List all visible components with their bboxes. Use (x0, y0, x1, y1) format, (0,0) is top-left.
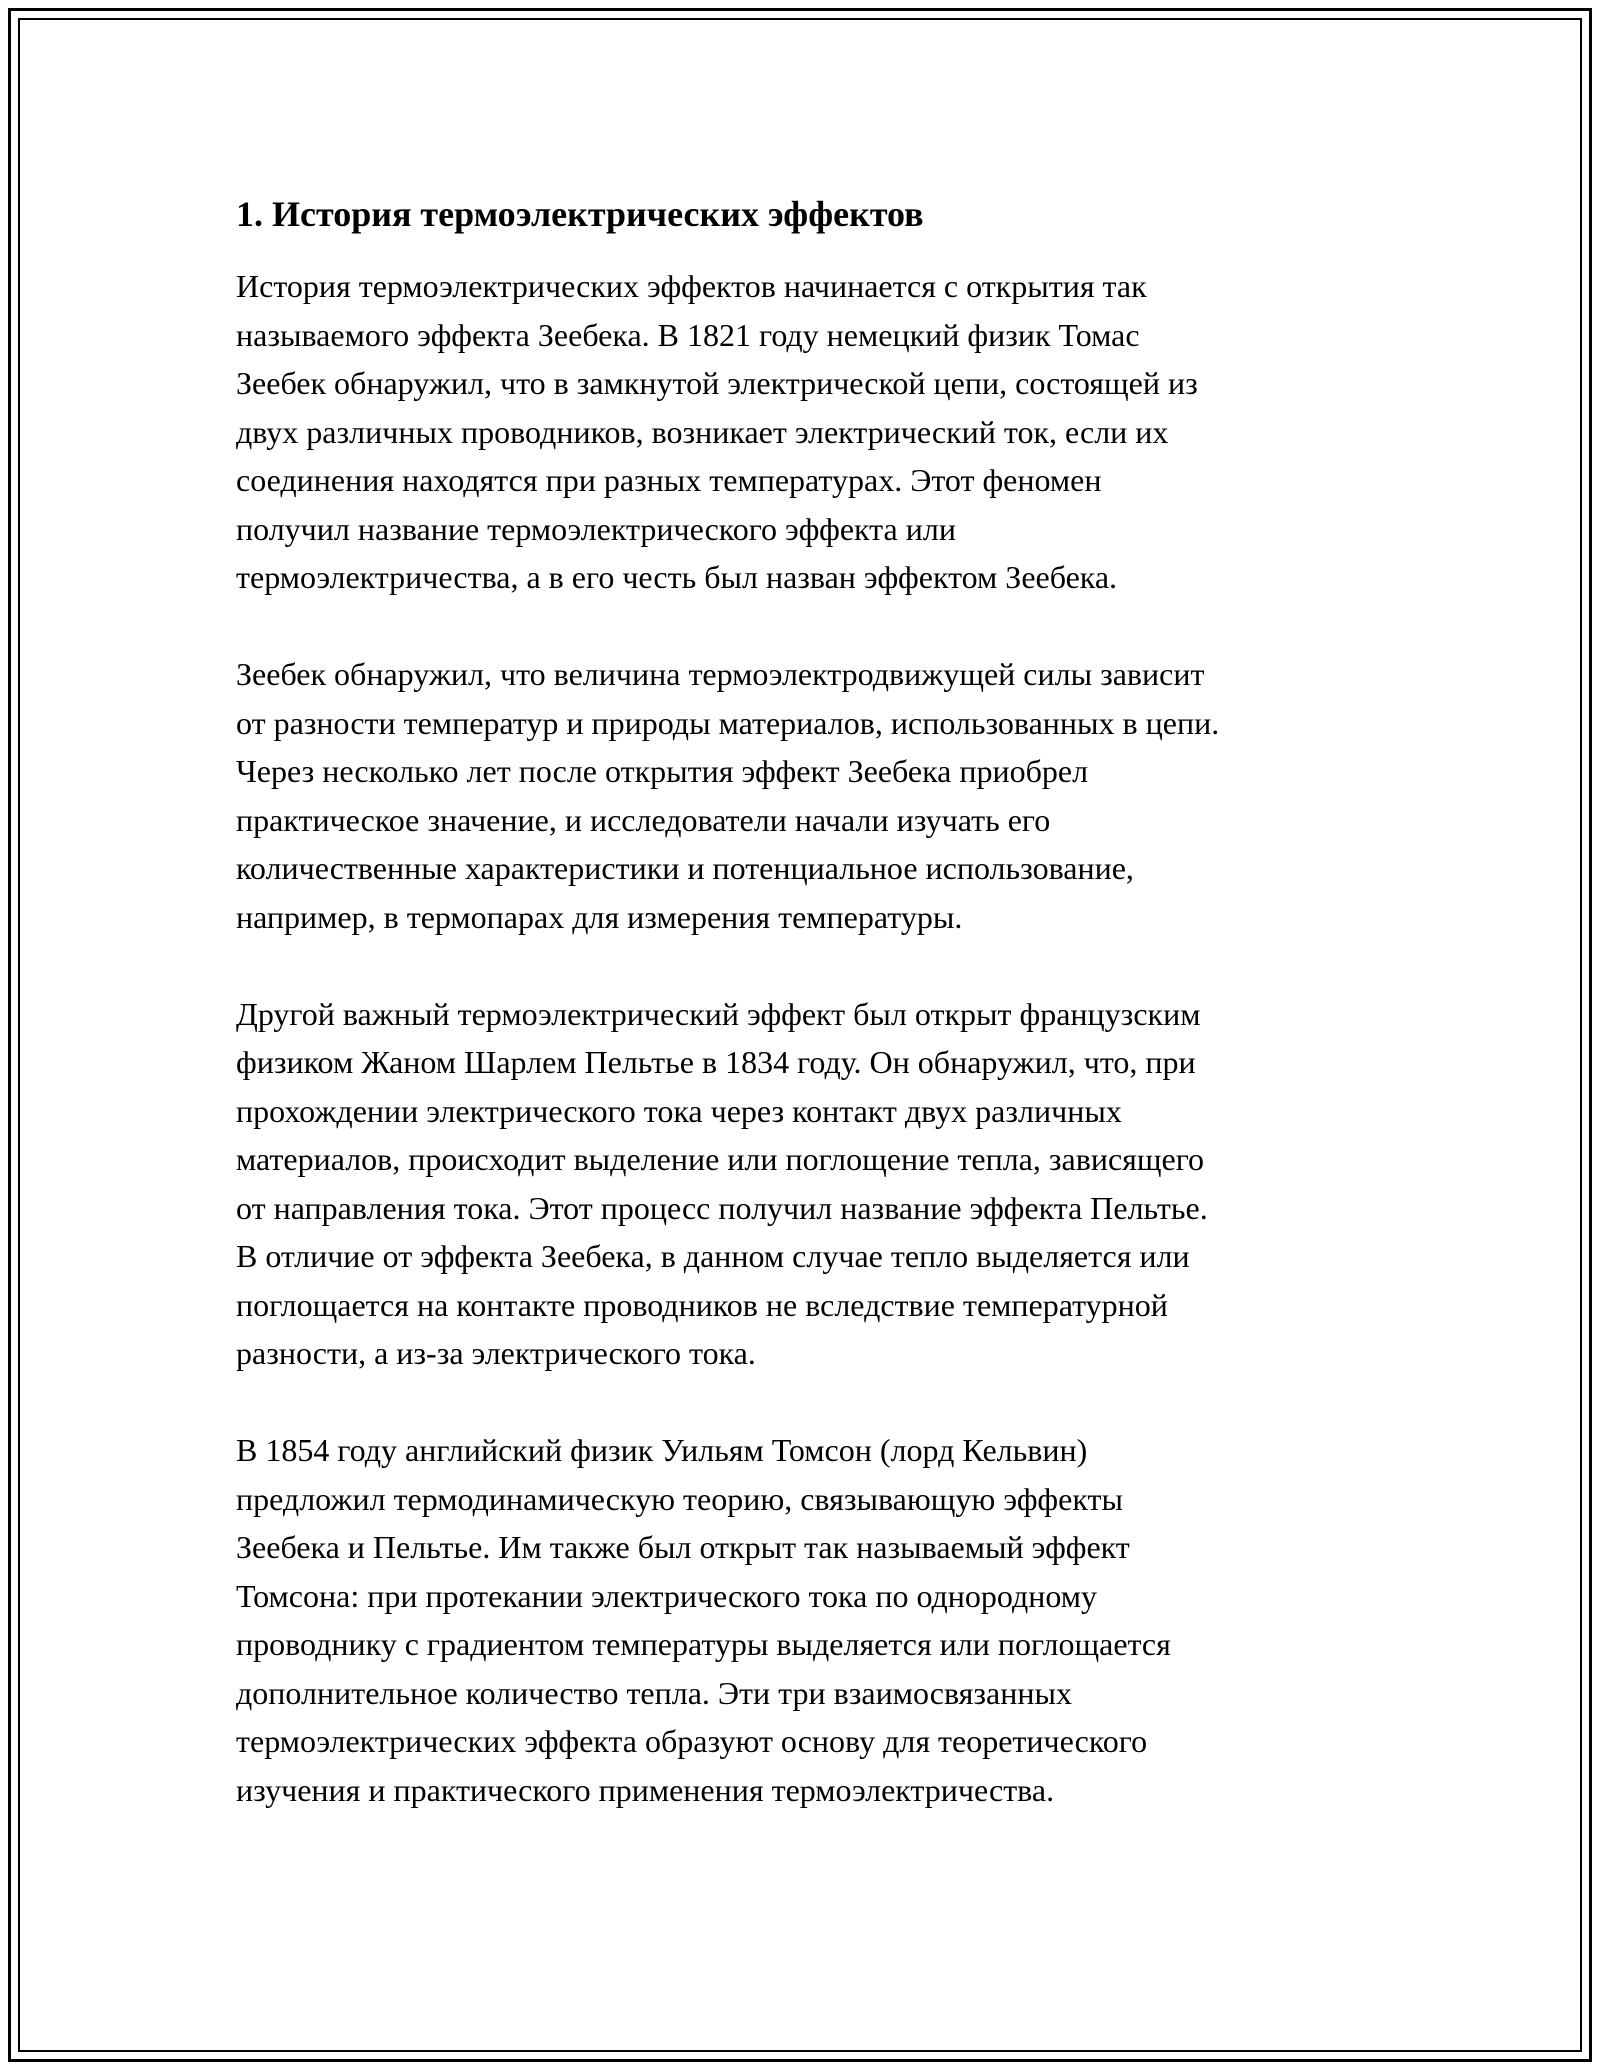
paragraph-seebeck-discovery: История термоэлектрических эффектов начинается с открытия так называемого эффекта Зеебека. В 1821 году немецкий физик Томас Зеебек обнаружил, что в замкнутой электрической цепи, состоящей из двух различных проводников, возникает электрический ток, если их соединения находятся при разных температурах. Этот феномен получил название термоэлектрического эффекта или термоэлектричества, а в его честь был назван эффектом Зеебека. (236, 268, 1198, 595)
paragraph-seebeck-applications: Зеебек обнаружил, что величина термоэлектродвижущей силы зависит от разности температур и природы материалов, использованных в цепи. Через несколько лет после открытия эффект Зеебека приобрел практическое значение, и исследователи начали изучать его количественные характеристики и потенциальное использование, например, в термопарах для измерения температуры. (236, 656, 1220, 935)
document-body (236, 190, 1386, 1814)
paragraph-thomson-effect: В 1854 году английский физик Уильям Томсон (лорд Кельвин) предложил термодинамическую теорию, связывающую эффекты Зеебека и Пельтье. Им также был открыт так называемый эффект Томсона: при протекании электрического тока по однородному проводнику с градиентом температуры выделяется или поглощается дополнительное количество тепла. Эти три взаимосвязанных термоэлектрических эффекта образуют основу для теоретического изучения и практического применения термоэлектричества. (236, 1432, 1171, 1808)
section-heading: 1. История термоэлектрических эффектов (236, 194, 924, 234)
paragraph-peltier-effect: Другой важный термоэлектрический эффект был открыт французским физиком Жаном Шарлем Пельтье в 1834 году. Он обнаружил, что, при прохождении электрического тока через контакт двух различных материалов, происходит выделение или поглощение тепла, зависящего от направления тока. Этот процесс получил название эффекта Пельтье. В отличие от эффекта Зеебека, в данном случае тепло выделяется или поглощается на контакте проводников не вследствие температурной разности, а из-за электрического тока. (236, 995, 1208, 1371)
